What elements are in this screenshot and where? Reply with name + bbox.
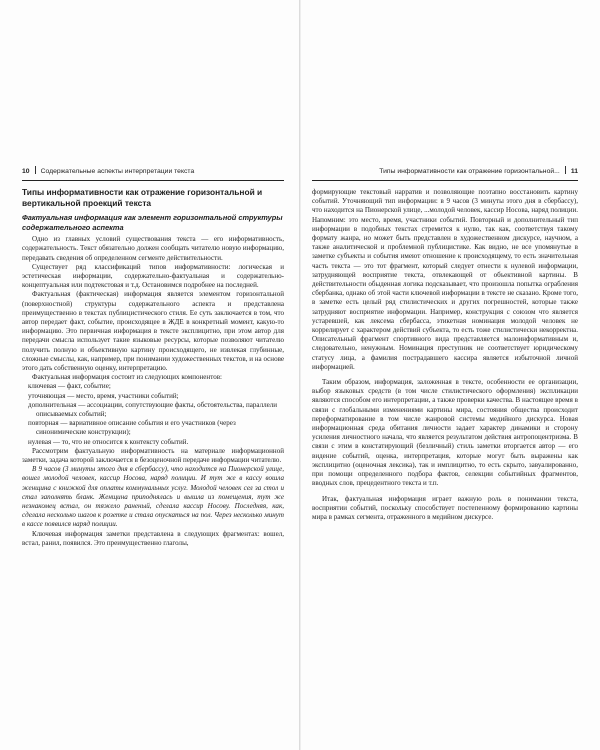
- paragraph: формирующие текстовый нарратив и позволяющие поэтапно восстановить картину событий. Уточняющий тип информации: в 9 часов (3 минуты этого дня в сбербассу), что находится на Пионерской улице, ...молодой человек, кассир Носова, наряд полиции. Напомним: это место, время, участники событий. Повторный и дополнительный тип информации в подобных текстах стремится к нулю, так как, соответствуя такому формату жанра, но может быть представлен в художественном дискурсе, научном, а также аналитической и проблемной публицистике. Как видно, не все упомянутые в заметке субъекты и события имеют отношение к происходящему, то есть значительная часть текста — это тот фрагмент, который следует отнести к нулевой информации, затрудняющей восприятие текста, отвлекающей от объективной картины. В действительности обыденная логика подсказывает, что произошла попытка ограбления сбербанка, однако об этой части ключевой информации в тексте не сказано. Кроме того, в заметке есть целый ряд стилистических и других погрешностей, которые также затрудняют восприятие информации. Например, конструкция с союзом что является устаревшей, как лексема сбербасса, этикетная номинация молодой человек не коррелирует с характером действий субъекта, то есть тоже стилистически некорректна. Описательный фрагмент спортивного вида представляется малоинформативным и, следовательно, ненужным. Номинация преступник не соответствует юридическому статусу лица, а фамилия пострадавшего кассира является избыточной личной информацией.: [312, 188, 578, 371]
- right-header-rule: [312, 180, 578, 181]
- right-page-body: [312, 188, 578, 522]
- quoted-example: В 9 часов (3 минуты этого дня в сбербассу), что находится на Пионерской улице, вошел молодой человек, кассир Носова, наряд полиции. И тут же в кассу вошла женщина с книжкой для оплаты коммунальных услуг. Молодой человек сел за стол и стал заполнять бланк. Женщина приподнялась и вышла из помещения, тут же незнакомец встал, он тяжело раненый, сделала кассир Носову. Последняя, как, сделала несколько шагов к розетке и стала опускаться на пол. Через несколько минут в кассе появился наряд полиции.: [22, 465, 284, 529]
- header-separator: [35, 166, 36, 174]
- paragraph: Рассмотрим фактуальную информативность на материале информационной заметки, задача которой заключается в безоценочной передаче информации читателю.: [22, 446, 284, 465]
- header-separator: [565, 166, 566, 174]
- list-item: ключевая — факт, событие;: [28, 382, 111, 391]
- paragraph: Таким образом, информация, заложенная в тексте, особенности ее организации, выбор языковых средств (в том числе стилистического оформления) экспликации являются способом его интерпретации, а также проверки качества. В настоящее время в связи с глобальными изменениями картины мира, состояния общества происходит переформатирование в том числе жанровой системы медийного дискурса. Новая информационная среда обитания личности задает характер динамики и сторону усиления личностного начала, что является результатом действия антропоцентризма. В связи с этим в констатирующий (безличный) стиль заметки вторгается автор — его видение событий, оценка, интерпретация, которые могут быть выражены как эксплицитно (оценочная лексика), так и имплицитно, то есть скрыто, завуалированно, при помощи определенного подбора фактов, селекции событийных фрагментов, вводных слов, прецедентного текста и т.п.: [312, 378, 578, 488]
- paragraph: Итак, фактуальная информация играет важную роль в понимании текста, восприятии событий, поскольку способствует постепенному формированию картины мира в рамках сегмента, отраженного в медийном дискурсе.: [312, 494, 578, 521]
- left-page-number: 10: [22, 168, 30, 175]
- paragraph: Одно из главных условий существования текста — его информативность, содержательность. Текст обязательно должен сообщать читателю новую информацию, передавать сведения об определенном сегменте действительности.: [22, 235, 284, 262]
- right-running-header: [379, 166, 578, 178]
- component-list: [22, 382, 284, 446]
- book-gutter: [299, 0, 301, 750]
- subsection-heading: Фактуальная информация как элемент горизонтальной структуры содержательного аспекта: [22, 213, 283, 232]
- paragraph: Существует ряд классификаций типов информативности: логическая и эстетическая информации, содержательно-фактуальная и содержательно-концептуальная или подтекстовая и т.д. Остановимся подробнее на последней.: [22, 262, 284, 290]
- paragraph: Ключевая информация заметки представлена в следующих фрагментах: вошел, встал, ранил, появился. Это преимущественно глаголы,: [22, 529, 284, 547]
- section-heading: Типы информативности как отражение горизонтальной и вертикальной проекций текста: [22, 187, 263, 208]
- left-running-title: Содержательные аспекты интерпретации текста: [40, 168, 195, 175]
- list-item: нулевая — то, что не относится к контексту событий.: [28, 437, 189, 446]
- right-running-title: Типы информативности как отражение горизонтальной...: [379, 168, 560, 175]
- list-item: дополнительная — ассоциации, сопутствующие факты, обстоятельства, параллели описываемых событий;: [28, 400, 278, 419]
- right-page-number: 11: [570, 168, 578, 175]
- paragraph: Фактуальная (фактическая) информация является элементом горизонтальной (поверхностной) структуры содержательного аспекта и представлена преимущественно в текстах публицистического стиля. Ее суть заключается в том, что автор передает факт, событие, происходящее в ЖДЕ в конкретный момент, какую-то информацию. Это первичная информация в тексте эксплицитно, при этом автор для передачи смысла использует такие языковые ресурсы, которые позволяют читателю получить полную и объективную картину происходящего, не извлекая глубинные, сложные смыслы, как, например, при понимании художественных текстов, и на основе этого дать собственную оценку, интерпретацию.: [22, 290, 284, 373]
- left-running-header: [22, 166, 194, 178]
- list-item: повторная — вариативное описание события и его участников (через синонимические конструкции);: [28, 419, 236, 437]
- paragraph: Фактуальная информация состоит из следующих компонентов:: [32, 373, 223, 382]
- left-page-body: [22, 186, 284, 548]
- list-item: уточняющая — место, время, участники событий;: [28, 391, 179, 400]
- left-header-rule: [22, 180, 284, 181]
